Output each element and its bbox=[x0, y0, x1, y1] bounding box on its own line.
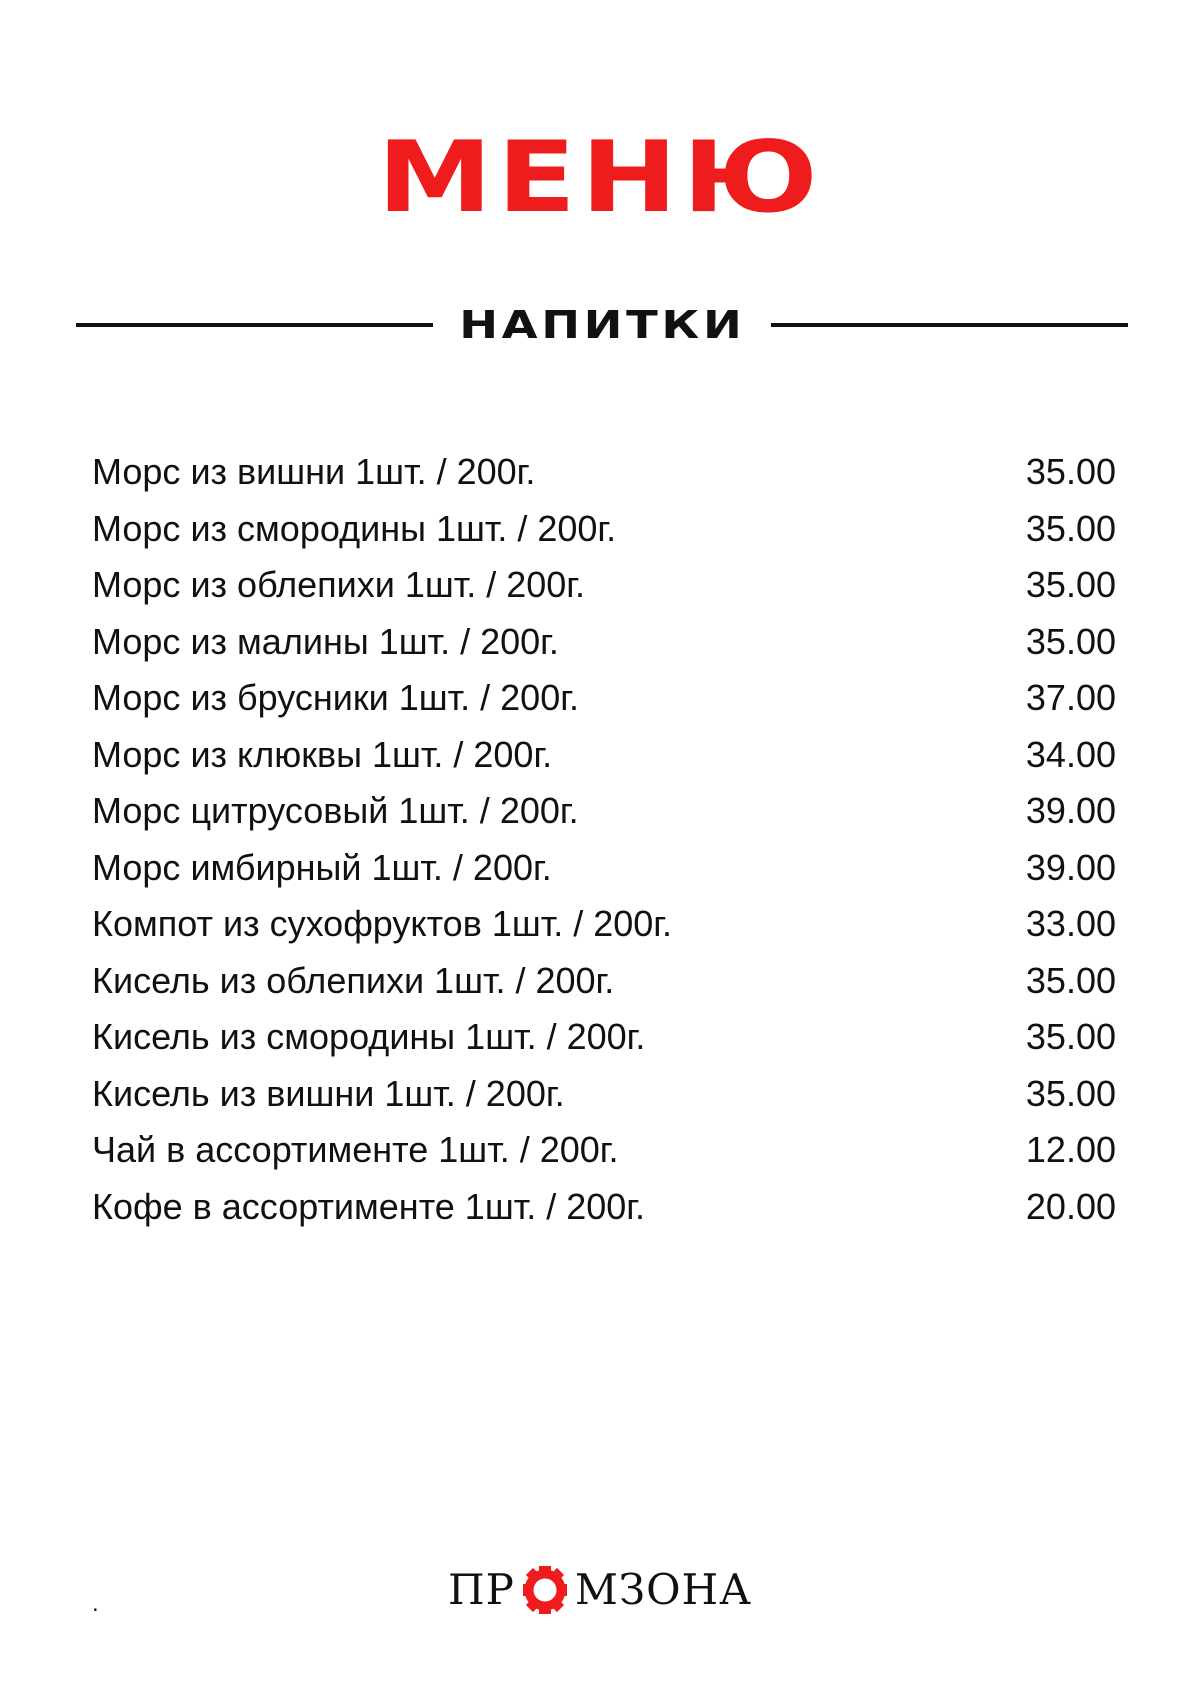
menu-item bbox=[92, 727, 1116, 784]
brand-text-right: МЗОНА bbox=[574, 1565, 752, 1614]
item-name: Кисель из смородины 1шт. / 200г. bbox=[92, 1016, 646, 1057]
menu-item bbox=[92, 1122, 1116, 1179]
item-name: Чай в ассортименте 1шт. / 200г. bbox=[92, 1129, 619, 1170]
menu-item bbox=[92, 1066, 1116, 1123]
menu-item bbox=[92, 783, 1116, 840]
menu-item bbox=[92, 557, 1116, 614]
menu-items-list bbox=[92, 444, 1116, 1235]
menu-item bbox=[92, 670, 1116, 727]
item-price: 33.00 bbox=[1025, 903, 1116, 944]
item-price: 35.00 bbox=[1025, 1072, 1116, 1114]
brand-logo bbox=[0, 1560, 1200, 1620]
item-price: 35.00 bbox=[1025, 564, 1116, 605]
menu-item bbox=[92, 501, 1116, 558]
item-name: Компот из сухофруктов 1шт. / 200г. bbox=[92, 903, 673, 944]
item-price: 35.00 bbox=[1025, 451, 1116, 492]
item-name: Морс цитрусовый 1шт. / 200г. bbox=[92, 790, 579, 831]
item-name: Морс из облепихи 1шт. / 200г. bbox=[92, 564, 586, 605]
menu-item bbox=[92, 444, 1116, 501]
menu-item bbox=[92, 1179, 1116, 1236]
footer-dot: . bbox=[92, 1590, 99, 1617]
item-price: 35.00 bbox=[1025, 959, 1116, 1001]
item-price: 39.00 bbox=[1025, 790, 1116, 831]
brand-text-left: ПР bbox=[448, 1565, 515, 1614]
menu-item bbox=[92, 1009, 1116, 1066]
item-name: Морс из вишни 1шт. / 200г. bbox=[92, 451, 536, 492]
item-name: Морс из брусники 1шт. / 200г. bbox=[92, 677, 579, 718]
section-header bbox=[76, 300, 1128, 350]
menu-item bbox=[92, 896, 1116, 953]
item-name: Кофе в ассортименте 1шт. / 200г. bbox=[92, 1185, 646, 1227]
menu-item bbox=[92, 614, 1116, 671]
item-price: 35.00 bbox=[1025, 1016, 1116, 1057]
item-price: 35.00 bbox=[1025, 620, 1116, 662]
menu-item bbox=[92, 840, 1116, 897]
menu-title: МЕНЮ bbox=[377, 121, 823, 235]
gear-icon bbox=[517, 1560, 573, 1620]
item-price: 12.00 bbox=[1025, 1129, 1116, 1170]
section-title: НАПИТКИ bbox=[458, 303, 746, 347]
section-divider-right bbox=[771, 323, 1128, 327]
item-name: Морс из малины 1шт. / 200г. bbox=[92, 620, 559, 662]
item-price: 37.00 bbox=[1025, 677, 1116, 718]
section-divider-left bbox=[76, 323, 433, 327]
item-name: Кисель из вишни 1шт. / 200г. bbox=[92, 1072, 565, 1114]
item-price: 39.00 bbox=[1025, 846, 1116, 888]
item-name: Морс из клюквы 1шт. / 200г. bbox=[92, 733, 553, 775]
item-name: Морс имбирный 1шт. / 200г. bbox=[92, 846, 552, 888]
item-price: 20.00 bbox=[1025, 1185, 1116, 1227]
item-price: 35.00 bbox=[1025, 507, 1116, 549]
menu-item bbox=[92, 953, 1116, 1010]
item-name: Морс из смородины 1шт. / 200г. bbox=[92, 507, 617, 549]
item-name: Кисель из облепихи 1шт. / 200г. bbox=[92, 959, 615, 1001]
item-price: 34.00 bbox=[1025, 733, 1116, 775]
